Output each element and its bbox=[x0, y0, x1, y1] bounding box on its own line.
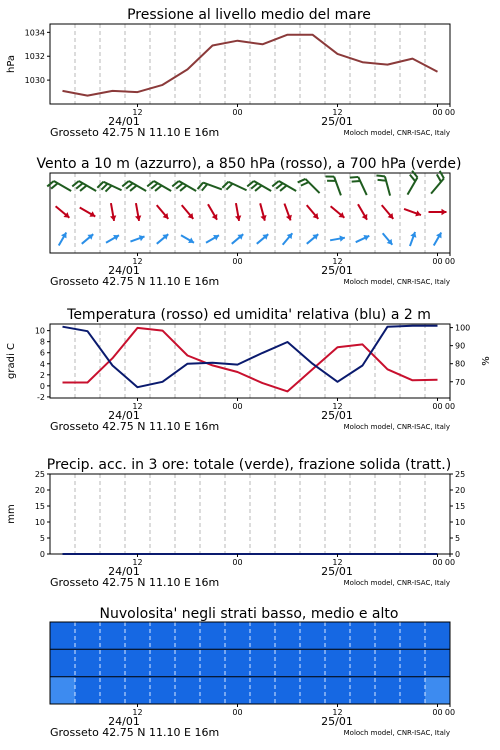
wind-vector-850hpa bbox=[382, 205, 394, 219]
barb-feather bbox=[272, 181, 279, 186]
y-tick-label: 1032 bbox=[24, 52, 45, 62]
wind-vector-850hpa bbox=[307, 205, 319, 219]
wind-vector-850hpa bbox=[157, 205, 169, 219]
precip-gridlines bbox=[75, 474, 425, 554]
barb-feather bbox=[51, 183, 58, 188]
date-label: 24/01 bbox=[108, 715, 140, 728]
y-tick-label: 5 bbox=[455, 534, 461, 543]
barb-feather bbox=[350, 177, 359, 178]
cloud-cell bbox=[125, 649, 151, 676]
cloud-cell bbox=[75, 677, 101, 704]
date-label: 25/01 bbox=[321, 715, 353, 728]
wind-panel bbox=[36, 156, 461, 288]
y-tick-label: 10 bbox=[34, 326, 45, 336]
cloud-cell bbox=[275, 677, 301, 704]
y-tick-label: 15 bbox=[455, 502, 466, 511]
pressure-series bbox=[63, 35, 438, 96]
cloud-cell bbox=[325, 677, 351, 704]
wind-vector-10m bbox=[206, 235, 219, 243]
x-tick-label: 00 bbox=[432, 402, 443, 411]
temp-panel bbox=[6, 307, 492, 433]
vector-shaft bbox=[358, 177, 366, 195]
y-tick-label: 10 bbox=[34, 518, 45, 527]
wind-vector-700hpa bbox=[431, 171, 444, 194]
location-label: Grosseto 42.75 N 11.10 E 16m bbox=[50, 726, 220, 739]
location-label: Grosseto 42.75 N 11.10 E 16m bbox=[50, 126, 220, 139]
wind-vector-10m bbox=[232, 234, 243, 244]
barb-feather bbox=[101, 184, 107, 190]
cloud-cell bbox=[125, 677, 151, 704]
cloud-cell bbox=[175, 622, 201, 649]
wind-vector-10m bbox=[130, 235, 144, 241]
barb-feather bbox=[151, 183, 158, 188]
barb-feather bbox=[410, 175, 415, 182]
barb-feather bbox=[251, 183, 258, 188]
vector-shaft bbox=[54, 181, 71, 191]
model-credit: Moloch model, CNR-ISAC, Italy bbox=[343, 129, 450, 137]
date-label: 24/01 bbox=[108, 264, 140, 277]
cloud-cell bbox=[325, 649, 351, 676]
wind-vector-850hpa bbox=[182, 205, 194, 219]
barb-feather bbox=[437, 174, 441, 181]
vector-shaft bbox=[305, 179, 319, 193]
wind-vector-700hpa bbox=[376, 176, 390, 196]
y-tick-label: 5 bbox=[39, 534, 45, 543]
y-tick-label: 1030 bbox=[24, 76, 45, 86]
precip-frame bbox=[50, 474, 450, 554]
barb-feather bbox=[298, 179, 306, 183]
temp-x-axis bbox=[50, 398, 455, 433]
humidity-y-ticks bbox=[450, 324, 470, 387]
cloud-cell bbox=[100, 677, 126, 704]
barb-feather bbox=[122, 181, 129, 186]
barb-feather bbox=[176, 183, 183, 188]
location-label: Grosseto 42.75 N 11.10 E 16m bbox=[50, 275, 220, 288]
pressure-y-ticks bbox=[25, 28, 50, 85]
x-tick-label: 12 bbox=[332, 257, 343, 266]
y-tick-label: 100 bbox=[455, 323, 471, 333]
pressure-ylabel: hPa bbox=[6, 54, 17, 74]
barb-feather bbox=[147, 181, 154, 186]
precip-panel bbox=[6, 457, 465, 589]
cloud-x-axis bbox=[50, 704, 455, 739]
barb-feather bbox=[76, 183, 83, 188]
x-tick-label: 00 bbox=[232, 558, 243, 567]
cloud-cell bbox=[300, 622, 326, 649]
cloud-cell bbox=[375, 649, 401, 676]
wind-vector-10m bbox=[434, 233, 442, 246]
wind-vector-700hpa bbox=[172, 181, 196, 191]
wind-vector-700hpa bbox=[72, 181, 96, 191]
cloud-cell bbox=[250, 677, 276, 704]
cloud-cell bbox=[75, 649, 101, 676]
wind-vector-700hpa bbox=[272, 181, 296, 191]
cloud-cell bbox=[400, 622, 426, 649]
cloud-cell bbox=[425, 622, 451, 649]
x-tick-label: 00 bbox=[432, 558, 443, 567]
date-label: 24/01 bbox=[108, 409, 140, 422]
temp-gridlines bbox=[75, 324, 425, 398]
model-credit: Moloch model, CNR-ISAC, Italy bbox=[343, 729, 450, 737]
barb-feather bbox=[301, 182, 309, 186]
y-tick-label: 8 bbox=[39, 337, 45, 347]
cloud-cells bbox=[50, 622, 451, 704]
y-tick-label: 4 bbox=[39, 359, 45, 369]
pressure-x-axis bbox=[50, 104, 455, 139]
cloud-cell bbox=[275, 649, 301, 676]
x-tick-label: 12 bbox=[332, 108, 343, 117]
x-tick-label: 00 bbox=[444, 108, 456, 117]
pressure-panel bbox=[6, 7, 455, 139]
x-tick-label: 12 bbox=[332, 558, 343, 567]
y-tick-label: 1034 bbox=[24, 28, 45, 38]
x-tick-label: 12 bbox=[132, 108, 143, 117]
wind-vector-850hpa bbox=[284, 204, 291, 221]
x-tick-label: 00 bbox=[444, 558, 456, 567]
cloud-cell bbox=[175, 649, 201, 676]
cloud-cell bbox=[275, 622, 301, 649]
y-tick-label: 2 bbox=[39, 370, 45, 380]
x-tick-label: 00 bbox=[432, 257, 443, 266]
model-credit: Moloch model, CNR-ISAC, Italy bbox=[343, 579, 450, 587]
y-tick-label: 6 bbox=[39, 348, 45, 358]
wind-vector-700hpa bbox=[122, 181, 146, 191]
barb-feather bbox=[202, 184, 208, 190]
cloud-cell bbox=[375, 677, 401, 704]
barb-feather bbox=[226, 184, 232, 190]
wind-vector-700hpa bbox=[147, 181, 171, 191]
date-label: 25/01 bbox=[321, 264, 353, 277]
barb-feather bbox=[130, 186, 137, 191]
wind-vector-850hpa bbox=[404, 209, 421, 216]
cloud-cell bbox=[75, 622, 101, 649]
barb-feather bbox=[440, 171, 444, 178]
wind-vector-700hpa bbox=[222, 182, 246, 190]
y-tick-label: 70 bbox=[455, 377, 466, 387]
x-tick-label: 00 bbox=[232, 108, 243, 117]
cloud-cell bbox=[125, 622, 151, 649]
cloud-cell bbox=[225, 677, 251, 704]
cloud-cell bbox=[250, 622, 276, 649]
humidity-ylabel: % bbox=[481, 356, 492, 366]
precip-y-ticks bbox=[35, 470, 50, 559]
barb-feather bbox=[80, 186, 87, 191]
cloud-cell bbox=[350, 677, 376, 704]
y-tick-label: 80 bbox=[455, 359, 466, 369]
cloud-cell bbox=[150, 677, 176, 704]
wind-vector-10m bbox=[283, 233, 293, 244]
wind-vector-850hpa bbox=[358, 204, 367, 220]
cloud-cell bbox=[425, 649, 451, 676]
wind-vector-850hpa bbox=[80, 208, 96, 217]
x-tick-label: 12 bbox=[332, 708, 343, 717]
wind-vector-10m bbox=[330, 235, 345, 241]
barb-feather bbox=[352, 181, 361, 182]
cloud-cell bbox=[225, 622, 251, 649]
pressure-line bbox=[63, 35, 438, 96]
vector-head bbox=[442, 209, 447, 215]
barb-feather bbox=[276, 183, 283, 188]
x-tick-label: 00 bbox=[432, 108, 443, 117]
x-tick-label: 00 bbox=[444, 708, 456, 717]
cloud-cell bbox=[425, 677, 451, 704]
wind-vector-700hpa bbox=[326, 177, 341, 196]
precip-y-ticks-right bbox=[450, 470, 465, 559]
wind-vector-700hpa bbox=[47, 181, 71, 191]
y-tick-label: 25 bbox=[34, 470, 45, 479]
y-tick-label: 15 bbox=[34, 502, 45, 511]
barb-feather bbox=[155, 186, 162, 191]
wind-vector-10m bbox=[257, 234, 268, 244]
wind-vector-700hpa bbox=[97, 182, 121, 192]
cloud-cell bbox=[400, 677, 426, 704]
y-tick-label: 25 bbox=[455, 470, 466, 479]
wind-vector-10m bbox=[410, 232, 416, 246]
barb-feather bbox=[172, 181, 179, 186]
date-label: 24/01 bbox=[108, 115, 140, 128]
x-tick-label: 00 bbox=[232, 402, 243, 411]
wind-vector-850hpa bbox=[235, 203, 241, 221]
barb-feather bbox=[180, 186, 187, 191]
cloud-cell bbox=[300, 677, 326, 704]
vector-shaft bbox=[385, 176, 390, 195]
precip-ylabel: mm bbox=[6, 504, 17, 524]
wind-vector-850hpa bbox=[331, 206, 345, 218]
wind-vector-10m bbox=[356, 235, 370, 242]
precip-title: Precip. acc. in 3 ore: totale (verde), frazione solida (tratt.) bbox=[46, 457, 452, 473]
wind-vector-850hpa bbox=[56, 206, 70, 218]
wind-x-axis bbox=[50, 253, 455, 288]
cloud-cell bbox=[400, 649, 426, 676]
wind-vector-850hpa bbox=[260, 203, 266, 220]
cloud-cell bbox=[200, 677, 226, 704]
wind-vector-850hpa bbox=[208, 204, 217, 220]
y-tick-label: 10 bbox=[455, 518, 466, 527]
y-tick-label: 0 bbox=[39, 550, 45, 559]
wind-vector-700hpa bbox=[298, 179, 320, 193]
wind-vector-700hpa bbox=[408, 171, 418, 195]
pressure-title: Pressione al livello medio del mare bbox=[127, 7, 371, 23]
x-tick-label: 12 bbox=[132, 558, 143, 567]
location-label: Grosseto 42.75 N 11.10 E 16m bbox=[50, 576, 220, 589]
cloud-cell bbox=[350, 649, 376, 676]
date-label: 25/01 bbox=[321, 115, 353, 128]
cloud-title: Nuvolosita' negli strati basso, medio e alto bbox=[99, 606, 399, 622]
y-tick-label: 0 bbox=[455, 550, 461, 559]
wind-vector-10m bbox=[307, 234, 318, 244]
temp-ylabel: gradi C bbox=[6, 343, 17, 379]
date-label: 25/01 bbox=[321, 565, 353, 578]
wind-vector-10m bbox=[181, 235, 194, 243]
wind-vector-10m bbox=[59, 233, 67, 246]
cloud-cell bbox=[50, 622, 76, 649]
location-label: Grosseto 42.75 N 11.10 E 16m bbox=[50, 420, 220, 433]
temp-y-ticks bbox=[35, 327, 50, 402]
x-tick-label: 00 bbox=[232, 257, 243, 266]
barb-feather bbox=[255, 186, 262, 191]
x-tick-label: 12 bbox=[132, 708, 143, 717]
cloud-cell bbox=[100, 622, 126, 649]
wind-vector-700hpa bbox=[198, 183, 222, 191]
barb-feather bbox=[72, 181, 79, 186]
x-tick-label: 00 bbox=[232, 708, 243, 717]
cloud-cell bbox=[50, 677, 76, 704]
x-tick-label: 12 bbox=[332, 402, 343, 411]
vector-shaft bbox=[431, 178, 444, 193]
date-label: 25/01 bbox=[321, 409, 353, 422]
wind-vector-10m bbox=[82, 234, 93, 244]
barb-feather bbox=[247, 181, 254, 186]
wind-series bbox=[47, 171, 446, 246]
barb-feather bbox=[280, 186, 287, 191]
cloud-cell bbox=[150, 622, 176, 649]
y-tick-label: 0 bbox=[39, 381, 45, 391]
cloud-cell bbox=[300, 649, 326, 676]
y-tick-label: 20 bbox=[34, 486, 45, 495]
vector-shaft bbox=[334, 177, 341, 196]
model-credit: Moloch model, CNR-ISAC, Italy bbox=[343, 278, 450, 286]
x-tick-label: 00 bbox=[444, 402, 456, 411]
wind-vector-10m bbox=[106, 235, 119, 243]
barb-feather bbox=[378, 180, 387, 181]
wind-vector-850hpa bbox=[135, 203, 141, 221]
wind-vector-850hpa bbox=[429, 209, 447, 215]
x-tick-label: 00 bbox=[444, 257, 456, 266]
cloud-cell bbox=[200, 649, 226, 676]
cloud-cell bbox=[325, 622, 351, 649]
x-tick-label: 00 bbox=[432, 708, 443, 717]
precip-x-axis bbox=[50, 554, 455, 589]
vector-shaft bbox=[408, 177, 418, 194]
x-tick-label: 12 bbox=[132, 402, 143, 411]
temp-title: Temperatura (rosso) ed umidita' relativa (blu) a 2 m bbox=[67, 307, 431, 323]
cloud-cell bbox=[100, 649, 126, 676]
wind-vector-700hpa bbox=[350, 177, 367, 195]
y-tick-label: 20 bbox=[455, 486, 466, 495]
y-tick-label: 90 bbox=[455, 341, 466, 351]
cloud-cell bbox=[50, 649, 76, 676]
wind-vector-850hpa bbox=[110, 203, 116, 221]
cloud-cell bbox=[250, 649, 276, 676]
wind-vector-10m bbox=[383, 233, 393, 244]
y-tick-label: -2 bbox=[37, 392, 45, 402]
cloud-cell bbox=[375, 622, 401, 649]
cloud-cell bbox=[225, 649, 251, 676]
wind-vector-10m bbox=[157, 234, 168, 244]
model-credit: Moloch model, CNR-ISAC, Italy bbox=[343, 423, 450, 431]
x-tick-label: 12 bbox=[132, 257, 143, 266]
barb-feather bbox=[105, 186, 111, 192]
barb-feather bbox=[126, 183, 133, 188]
cloud-cell bbox=[150, 649, 176, 676]
vector-head bbox=[260, 215, 266, 221]
wind-title: Vento a 10 m (azzurro), a 850 hPa (rosso), a 700 hPa (verde) bbox=[36, 156, 462, 172]
wind-vector-700hpa bbox=[247, 181, 271, 191]
cloud-cell bbox=[175, 677, 201, 704]
barb-feather bbox=[47, 181, 54, 186]
date-label: 24/01 bbox=[108, 565, 140, 578]
barb-feather bbox=[376, 176, 385, 177]
cloud-cell bbox=[200, 622, 226, 649]
cloud-cell bbox=[350, 622, 376, 649]
cloud-panel bbox=[50, 606, 455, 739]
